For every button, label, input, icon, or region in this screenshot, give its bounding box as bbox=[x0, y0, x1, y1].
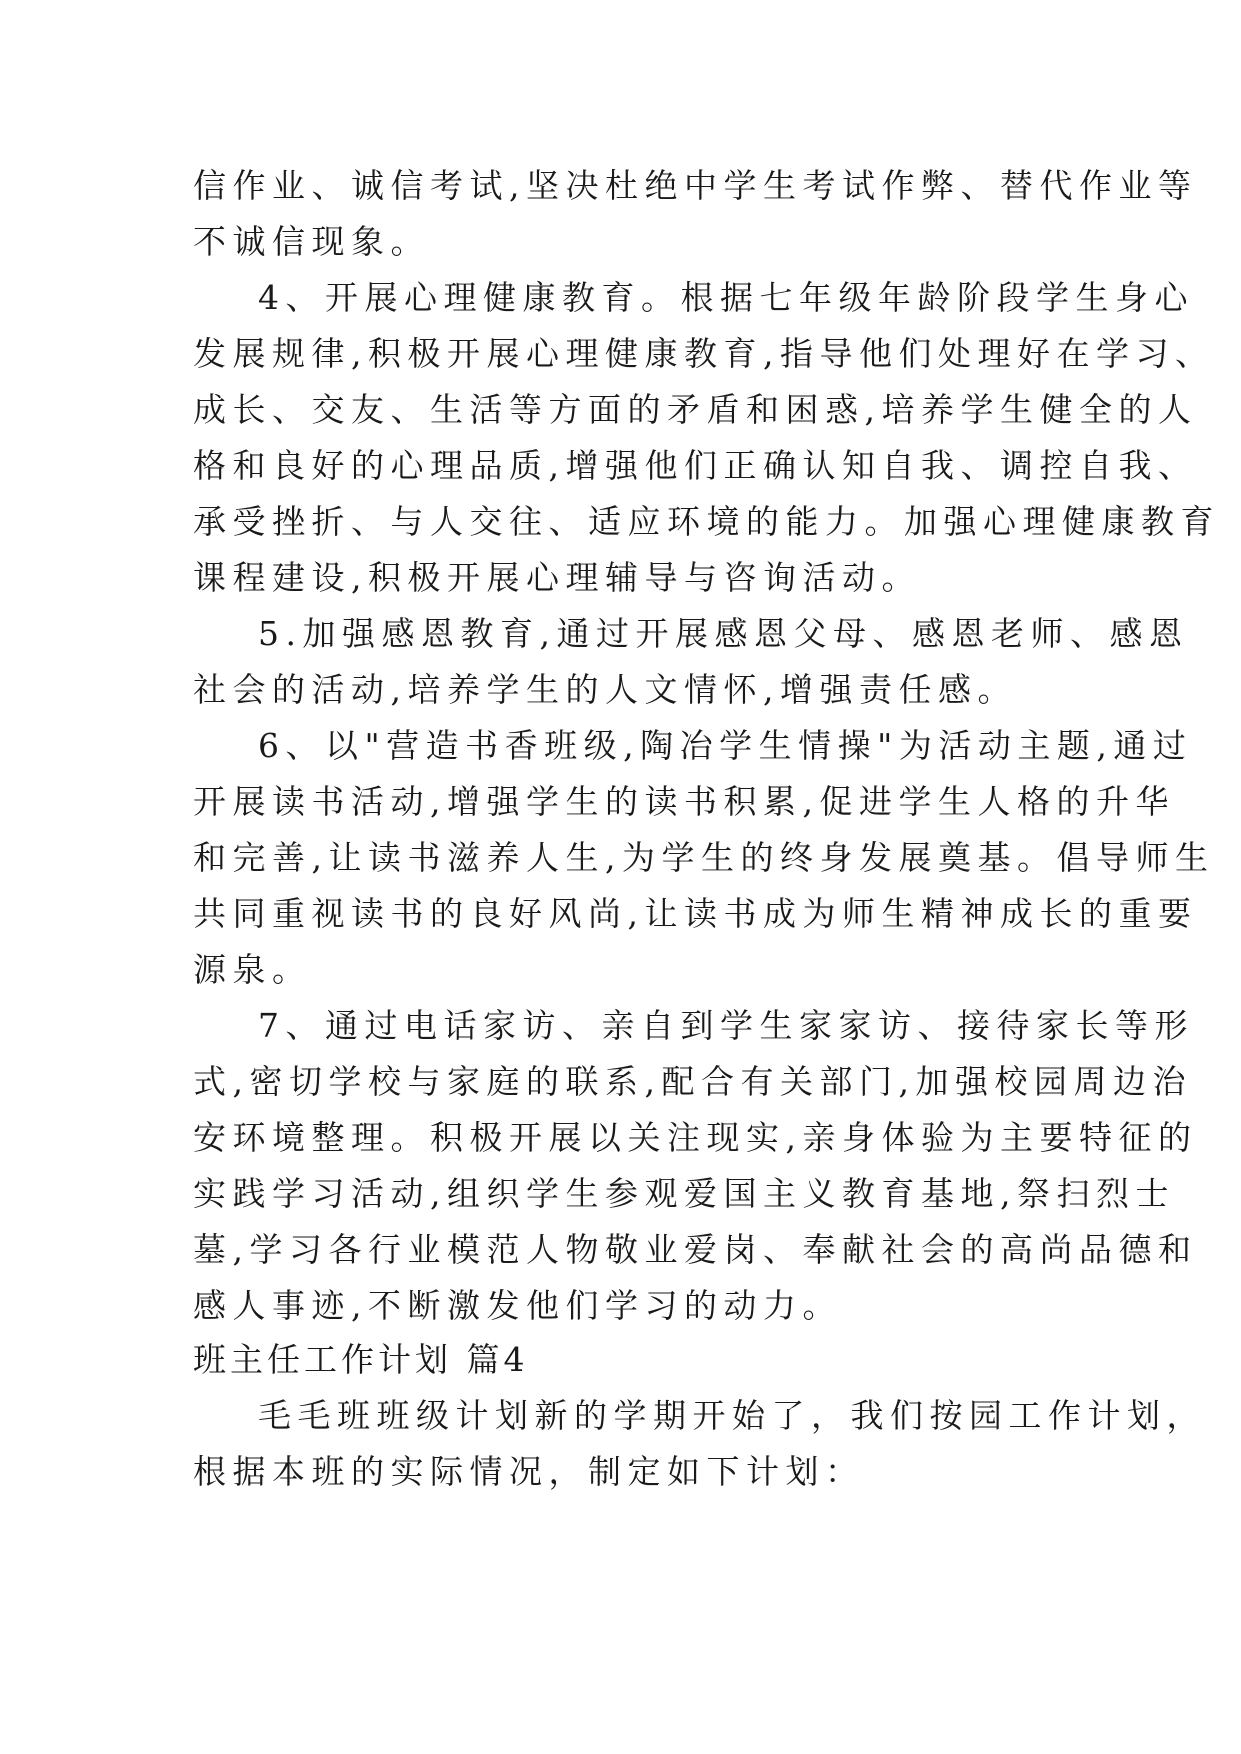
text-line: 感人事迹,不断激发他们学习的动力。 bbox=[193, 1286, 842, 1325]
paragraph-line: 4、开展心理健康教育。根据七年级年龄阶段学生身心 bbox=[258, 278, 1194, 317]
text-line: 实践学习活动,组织学生参观爱国主义教育基地,祭扫烈士 bbox=[193, 1174, 1175, 1213]
text-line: 墓,学习各行业模范人物敬业爱岗、奉献社会的高尚品德和 bbox=[193, 1230, 1198, 1269]
text-line: 安环境整理。积极开展以关注现实,亲身体验为主要特征的 bbox=[193, 1118, 1198, 1157]
paragraph-line: 5.加强感恩教育,通过开展感恩父母、感恩老师、感恩 bbox=[258, 614, 1189, 653]
paragraph-line: 毛毛班班级计划新的学期开始了，我们按园工作计划， bbox=[258, 1396, 1206, 1435]
text-line: 不诚信现象。 bbox=[193, 222, 430, 261]
paragraph-line: 7、通过电话家访、亲自到学生家家访、接待家长等形 bbox=[258, 1006, 1194, 1045]
text-line: 承受挫折、与人交往、适应环境的能力。加强心理健康教育 bbox=[193, 502, 1220, 541]
text-line: 信作业、诚信考试,坚决杜绝中学生考试作弊、替代作业等 bbox=[193, 166, 1198, 205]
text-line: 格和良好的心理品质,增强他们正确认知自我、调控自我、 bbox=[193, 446, 1198, 485]
text-line: 成长、交友、生活等方面的矛盾和困惑,培养学生健全的人 bbox=[193, 390, 1198, 429]
text-line: 式,密切学校与家庭的联系,配合有关部门,加强校园周边治 bbox=[193, 1062, 1192, 1101]
text-line: 课程建设,积极开展心理辅导与咨询活动。 bbox=[193, 558, 921, 597]
text-line: 源泉。 bbox=[193, 950, 312, 989]
section-heading: 班主任工作计划 篇4 bbox=[193, 1340, 529, 1379]
text-line: 社会的活动,培养学生的人文情怀,增强责任感。 bbox=[193, 670, 1017, 709]
paragraph-line: 6、以"营造书香班级,陶冶学生情操"为活动主题,通过 bbox=[258, 726, 1193, 765]
text-line: 发展规律,积极开展心理健康教育,指导他们处理好在学习、 bbox=[193, 334, 1215, 373]
text-line: 和完善,让读书滋养人生,为学生的终身发展奠基。倡导师生 bbox=[193, 838, 1215, 877]
text-line: 共同重视读书的良好风尚,让读书成为师生精神成长的重要 bbox=[193, 894, 1198, 933]
text-line: 开展读书活动,增强学生的读书积累,促进学生人格的升华 bbox=[193, 782, 1175, 821]
text-line: 根据本班的实际情况，制定如下计划： bbox=[193, 1452, 865, 1491]
